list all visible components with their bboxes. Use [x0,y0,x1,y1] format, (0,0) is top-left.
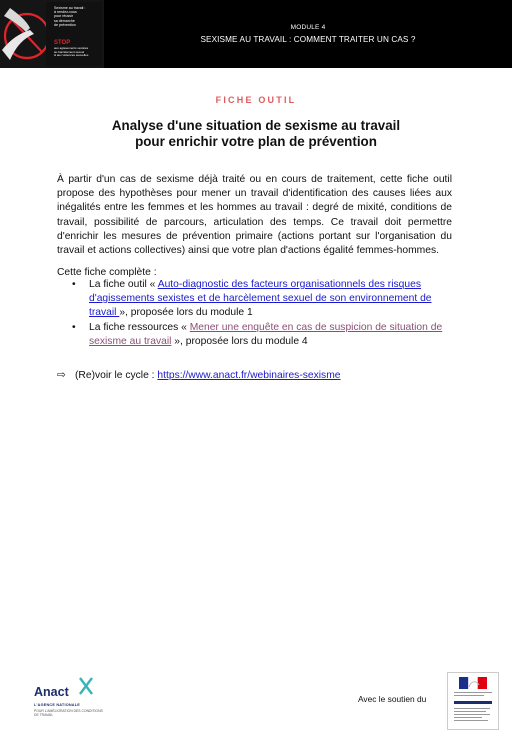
banner-line: sa démarche [54,18,75,23]
ref-prefix: La fiche outil « [89,279,158,290]
logo-line [454,711,486,712]
banner-line: pour réussir [54,14,73,19]
banner-stop-subtitle [54,47,102,58]
bullet-icon: • [72,279,76,290]
banner-sub-line: & aux violences sexuelles [54,53,89,58]
republique-logo [447,672,499,730]
ref-suffix: », proposée lors du module 1 [119,307,253,319]
logo-line [454,708,490,709]
anact-subtitle: L'AGENCE NATIONALE [34,703,80,707]
anact-tagline: POUR L'AMÉLIORATION DES CONDITIONS DE TRAVAIL [34,709,103,718]
banner-text [54,6,102,27]
arrow-right-icon: ⇨ [57,370,66,381]
tricolor-flag-icon [459,677,487,689]
banner-stop: STOP [54,40,71,46]
document-title [0,118,512,150]
title-line-2: pour enrichir votre plan de prévention [135,134,377,149]
header-bar [0,0,512,68]
logo-line [454,720,488,721]
campaign-banner [0,0,104,68]
banner-sub-line: au harcèlement sexuel [54,49,85,54]
complete-label: Cette fiche complète : [57,267,157,278]
intro-paragraph: À partir d'un cas de sexisme déjà traité ou en cours de traitement, cette fiche outil propose des hypothèses pour mener un travail d'identification des causes liées aux inégalités entre les femmes et les hommes au travail : degré de mixité, conditions de travail, possibilité de parcours, articulation des temps. Ce travail doit permettre d'enrichir les mesures de prévention primaire (actions portant sur l'organisation du travail et actions collectives) ainsi que votre plan d'actions égalité femmes-hommes. [57,174,452,257]
reference-list [57,278,457,349]
bullet-icon: • [72,321,76,333]
enquete-link[interactable]: Mener une enquête en cas de suspicion de situation de sexisme au travail [89,321,443,347]
title-line-1: Analyse d'une situation de sexisme au travail [111,118,401,133]
banner-line: de prévention [54,22,76,27]
cycle-line [57,369,341,381]
cycle-label: (Re)voir le cycle : [75,370,158,381]
anact-x-icon [78,676,94,696]
list-item [57,321,457,349]
soutien-label: Avec le soutien du [358,694,427,704]
logo-line [454,714,490,715]
ref-suffix: », proposée lors du module 4 [171,335,308,347]
logo-line [454,692,492,693]
module-label: MODULE 4 [290,24,326,31]
logo-line [454,695,484,696]
list-item [57,278,457,321]
banner-sub-line: aux agissements sexistes [54,46,89,50]
module-title: SEXISME AU TRAVAIL : COMMENT TRAITER UN CAS ? [200,35,416,44]
anact-logo: Anact [34,685,69,699]
logo-line [454,717,482,718]
banner-line: à rendez-vous [54,10,77,15]
fiche-label: FICHE OUTIL [215,95,297,105]
auto-diagnostic-link[interactable]: Auto-diagnostic des facteurs organisationnels des risques d'agissements sexistes et de harcèlement sexuel de son environnement de travail [89,279,432,319]
banner-line: Sexisme au travail : [54,6,86,10]
webinaires-link[interactable]: https://www.anact.fr/webinaires-sexisme [157,370,341,381]
ref-prefix: La fiche ressources « [89,321,190,333]
logo-band [454,701,492,704]
